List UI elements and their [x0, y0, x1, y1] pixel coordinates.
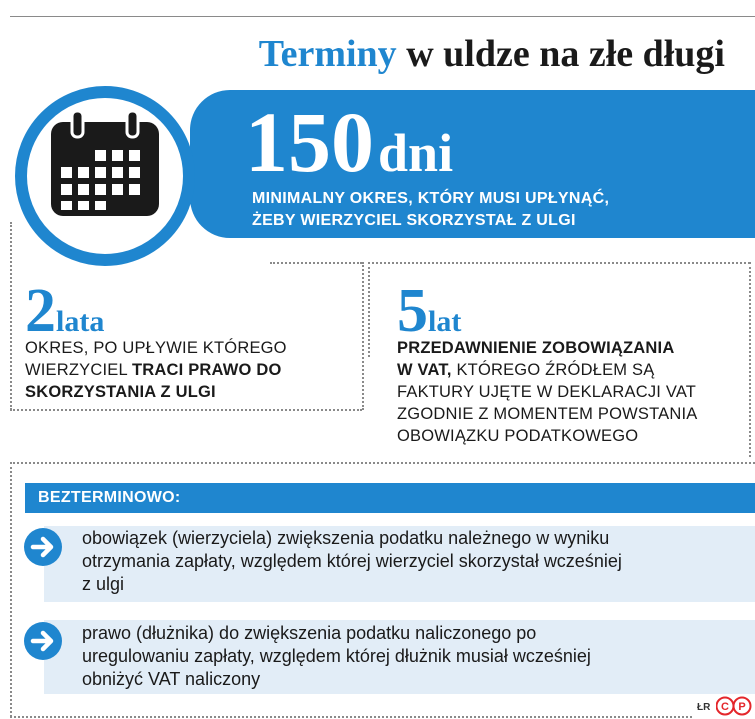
- svg-text:C: C: [721, 701, 729, 713]
- stat-left-line: [25, 359, 355, 381]
- dotted-frame-line: [10, 462, 755, 464]
- stat-right-line: [397, 359, 749, 381]
- list-item-line: z ulgi: [82, 574, 125, 594]
- dotted-frame-line: [368, 262, 750, 264]
- hero-caption: [252, 188, 722, 232]
- hero-caption-line: MINIMALNY OKRES, KTÓRY MUSI UPŁYNĄĆ,: [252, 190, 610, 207]
- list-item-line: uregulowaniu zapłaty, względem której dłużnik musiał wcześniej: [82, 646, 591, 666]
- dotted-frame-line: [749, 262, 751, 457]
- headline-rest: w uldze na złe długi: [406, 33, 725, 75]
- dotted-frame-line: [362, 262, 364, 410]
- calendar-icon: [47, 108, 163, 220]
- stat-left-unit: lata: [56, 305, 105, 338]
- dotted-frame-line: [10, 716, 692, 718]
- hero-number: [245, 92, 453, 192]
- headline-highlight: Terminy: [258, 33, 397, 75]
- stat-right-number: [397, 278, 461, 344]
- stat-left-text: [25, 337, 355, 403]
- stat-right-line: ZGODNIE Z MOMENTEM POWSTANIA: [397, 405, 698, 423]
- list-item-line: obniżyć VAT naliczony: [82, 669, 261, 689]
- list-item: [82, 527, 750, 596]
- stat-left-line-bold: SKORZYSTANIA Z ULGI: [25, 383, 216, 401]
- stat-left-line: OKRES, PO UPŁYWIE KTÓREGO: [25, 339, 287, 357]
- stat-right-line: OBOWIĄZKU PODATKOWEGO: [397, 427, 639, 445]
- dotted-frame-line: [10, 409, 362, 411]
- stat-right-line-bold: W VAT,: [397, 361, 452, 379]
- list-item-line: obowiązek (wierzyciela) zwiększenia podatku należnego w wyniku: [82, 528, 610, 548]
- stat-right-line: FAKTURY UJĘTE W DEKLARACJI VAT: [397, 383, 697, 401]
- stat-left-number: [25, 278, 104, 344]
- publisher-logo: [716, 696, 752, 716]
- stat-right-line-plain: KTÓREGO ŹRÓDŁEM SĄ: [451, 361, 655, 379]
- dotted-frame-line: [10, 222, 12, 410]
- dotted-frame-line: [270, 262, 362, 264]
- stat-left-value: 2: [25, 277, 56, 345]
- stat-right-line: [397, 337, 749, 359]
- dotted-frame-line: [368, 262, 370, 357]
- top-rule: [10, 16, 755, 17]
- arrow-right-icon: [24, 622, 62, 660]
- list-item: [82, 622, 750, 691]
- dotted-frame-line: [10, 462, 12, 717]
- list-item-line: prawo (dłużnika) do zwiększenia podatku naliczonego po: [82, 623, 537, 643]
- list-item-line: otrzymania zapłaty, względem której wierzyciel skorzystał wcześniej: [82, 551, 622, 571]
- stat-right-value: 5: [397, 277, 428, 345]
- stat-left-line: [25, 381, 355, 403]
- stat-left-line-plain: WIERZYCIEL: [25, 361, 133, 379]
- hero-number-unit: dni: [378, 123, 454, 183]
- stat-right-line-bold: PRZEDAWNIENIE ZOBOWIĄZANIA: [397, 339, 675, 357]
- hero-caption-line: ŻEBY WIERZYCIEL SKORZYSTAŁ Z ULGI: [252, 212, 576, 229]
- svg-text:P: P: [738, 701, 746, 713]
- arrow-right-icon: [24, 528, 62, 566]
- bezterminowo-label: BEZTERMINOWO:: [38, 489, 181, 506]
- stat-right-unit: lat: [428, 305, 462, 338]
- stat-right-text: [397, 337, 749, 447]
- stat-left-line-bold: TRACI PRAWO DO: [132, 361, 282, 379]
- headline: [259, 30, 725, 78]
- hero-number-value: 150: [245, 94, 374, 190]
- author-credit: ŁR: [697, 702, 711, 713]
